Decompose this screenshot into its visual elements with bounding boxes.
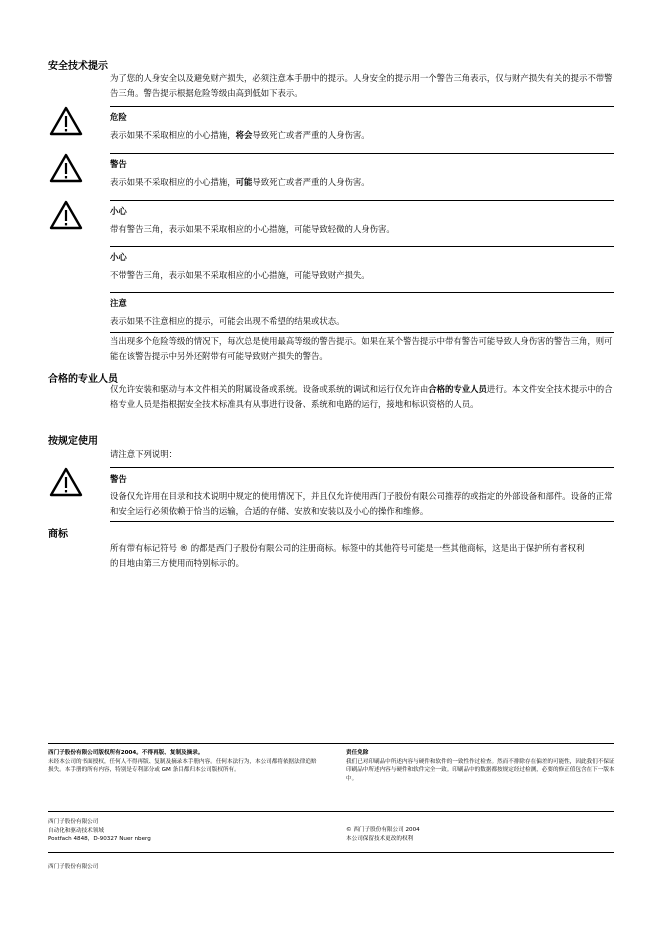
level-label-notice: 注意 — [110, 298, 127, 308]
divider — [110, 106, 614, 107]
intended-use-intro: 请注意下列说明： — [110, 449, 177, 459]
disclaimer-title: 责任免除 — [346, 750, 369, 756]
warning-triangle-icon — [49, 153, 83, 183]
qualified-heading: 合格的专业人员 — [48, 374, 118, 385]
safety-heading: 安全技术提示 — [48, 61, 108, 72]
level-label-danger: 危险 — [110, 112, 127, 122]
safety-intro: 为了您的人身安全以及避免财产损失，必须注意本手册中的提示。人身安全的提示用一个警告三角表示，仅与财产损失有关的提示不带警告三角。警告提示根据危险等级由高到低如下表示。 — [110, 73, 613, 98]
divider — [110, 246, 614, 247]
warning-triangle-icon — [49, 467, 83, 497]
divider — [110, 521, 614, 522]
intended-use-text: 设备仅允许用在目录和技术说明中规定的使用情况下，并且仅允许使用西门子股份有限公司推荐的或指定的外部设备和部件。设备的正常和安全运行必须依赖于恰当的运输，合适的存储、安放和安装以及小心的操作和维修。 — [110, 491, 613, 516]
trademarks-text: 所有带有标记符号 ® 的都是西门子股份有限公司的注册商标。标签中的其他符号可能是一些其他商标，这是出于保护所有者权利的目地由第三方使用而特别标示的。 — [110, 543, 585, 568]
disclaimer-text: 我们已对印刷品中所述内容与硬件和软件的一致性作过检查。然而不排除存在偏差的可能性，因此我们不保证印刷品中所述内容与硬件和软件完全一致。印刷品中的数据都按规定经过检测，必要的修正值包含在下一版本中。 — [346, 758, 615, 782]
copyright-title: 西门子股份有限公司版权所有2004。不得再版、复制及摘录。 — [48, 750, 204, 756]
bottom-company: 西门子股份有限公司 — [48, 864, 99, 870]
copyright-text: 未经本公司的书面授权，任何人不得再版、复制及摘录本手册内容。任何本法行为，本公司都将依据法律追赔损失。本手册的所有内容，特别是专利部分或 GM 条目都归本公司版权所有。 — [48, 758, 317, 773]
company-address: 西门子股份有限公司 自动化和驱动技术领域 Postfach 4848，D-90327 Nuer nberg — [48, 819, 151, 842]
divider — [110, 153, 614, 154]
footer-divider — [48, 743, 614, 744]
rights-notice: © 西门子股份有限公司 2004 本公司保留技术更改的权利 — [346, 827, 420, 842]
qualified-text: 仅允许安装和驱动与本文件相关的附属设备或系统。设备或系统的调试和运行仅允许由合格的专业人员进行。本文件安全技术提示中的合格专业人员是指根据安全技术标准具有从事进行设备、系统和电路的运行，接地和标识资格的人员。 — [110, 384, 613, 409]
warning-triangle-icon — [49, 200, 83, 230]
divider — [110, 467, 614, 468]
level-label-caution-property: 小心 — [110, 252, 127, 262]
trademarks-heading: 商标 — [48, 529, 68, 540]
safety-closing: 当出现多个危险等级的情况下，每次总是使用最高等级的警告提示。如果在某个警告提示中带有警告可能导致人身伤害的警告三角，则可能在该警告提示中另外还附带有可能导致财产损失的警告。 — [110, 336, 613, 361]
divider — [110, 292, 614, 293]
level-text-notice: 表示如果不注意相应的提示，可能会出现不希望的结果或状态。 — [110, 316, 345, 326]
level-text-danger: 表示如果不采取相应的小心措施，将会导致死亡或者严重的人身伤害。 — [110, 130, 370, 140]
intended-use-label: 警告 — [110, 474, 127, 484]
divider — [110, 200, 614, 201]
warning-triangle-icon — [49, 106, 83, 136]
level-text-caution: 带有警告三角，表示如果不采取相应的小心措施，可能导致轻微的人身伤害。 — [110, 224, 395, 234]
level-text-warning: 表示如果不采取相应的小心措施，可能导致死亡或者严重的人身伤害。 — [110, 177, 370, 187]
level-label-caution: 小心 — [110, 206, 127, 216]
footer-divider — [48, 852, 614, 853]
intended-use-heading: 按规定使用 — [48, 436, 98, 447]
footer-divider — [48, 811, 614, 812]
level-label-warning: 警告 — [110, 159, 127, 169]
footer-disclaimer — [346, 749, 618, 783]
footer-copyright — [48, 749, 320, 775]
level-text-caution-property: 不带警告三角，表示如果不采取相应的小心措施，可能导致财产损失。 — [110, 270, 370, 280]
divider — [110, 332, 614, 333]
